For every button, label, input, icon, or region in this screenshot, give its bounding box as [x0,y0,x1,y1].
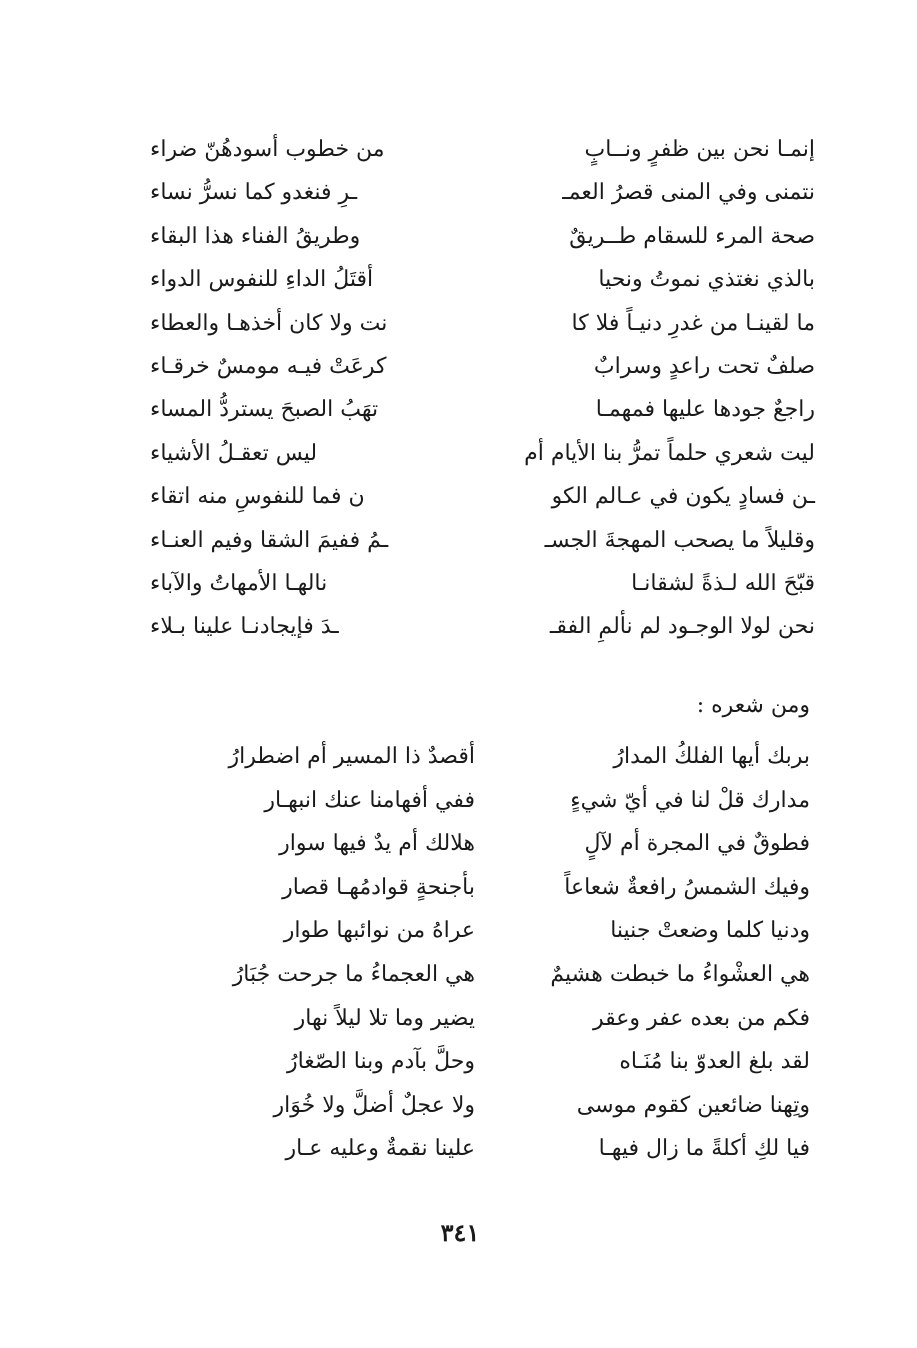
second-hemistich: علينا نقمةٌ وعليه عـار [285,1136,475,1162]
verse-line [175,1040,810,1084]
poem-2 [175,735,810,1171]
verse-line [175,909,810,953]
verse-line [150,562,815,605]
poem-1 [150,128,815,649]
second-hemistich: من خطوب أسودهُنّ ضراء [150,137,385,162]
second-hemistich: يضير وما تلا ليلاً نهار [294,1005,475,1031]
verse-line [150,302,815,345]
first-hemistich: فيا لكِ أكلةً ما زال فيهـا [598,1136,810,1162]
first-hemistich: نتمنى وفي المنى قصرُ العمـ [562,180,815,206]
verse-line [175,735,810,779]
first-hemistich: ودنيا كلما وضعتْ جنينا [610,918,810,944]
verse-line [175,1127,810,1171]
first-hemistich: راجعٌ جودها عليها فمهمـا [595,397,815,423]
first-hemistich: وقليلاً ما يصحب المهجةَ الجسـ [544,527,815,553]
first-hemistich: بالذي نغتذي نموتُ ونحيا [598,267,815,293]
verse-line [150,215,815,258]
verse-line [150,519,815,562]
second-hemistich: ـرِ فنغدو كما نسرُّ نساء [150,180,358,206]
second-hemistich: بأجنحةٍ قوادمُهـا قصار [282,874,475,900]
first-hemistich: فطوقٌ في المجرة أم لآلٍ [584,831,810,857]
second-hemistich: ن فما للنفوسِ منه اتقاء [150,484,365,510]
verse-line [175,997,810,1041]
first-hemistich: نحن لولا الوجـود لم نألمِ الفقـ [549,614,815,640]
verse-line [175,779,810,823]
first-hemistich: صحة المرء للسقام طــريقٌ [569,223,815,249]
first-hemistich: وتِهنا ضائعين كقوم موسى [576,1092,810,1118]
page-number: ٣٤١ [440,1218,480,1247]
second-hemistich: أقتَلُ الداءِ للنفوس الدواء [150,267,374,293]
second-hemistich: هلالك أم يدٌ فيها سوار [279,831,475,857]
second-hemistich: عراهُ من نوائبها طوار [283,918,475,944]
verse-line [175,866,810,910]
second-hemistich: ليس تعقـلُ الأشياء [150,440,318,466]
second-hemistich: ـدَ فإيجادنـا علينا بـلاء [150,614,339,640]
section-intro: ومن شعره : [696,693,810,718]
verse-line [175,953,810,997]
verse-line [175,1084,810,1128]
first-hemistich: هي العشْواءُ ما خبطت هشيمٌ [550,961,810,987]
first-hemistich: بربك أيها الفلكُ المدارُ [613,744,810,769]
first-hemistich: مدارك قلْ لنا في أيّ شيءٍ [570,787,810,813]
second-hemistich: ـمُ ففيمَ الشقا وفيم العنـاء [150,527,389,553]
second-hemistich: نالهـا الأمهاتُ والآباء [150,570,328,596]
first-hemistich: وفيك الشمسُ رافعةٌ شعاعاً [564,874,810,900]
second-hemistich: ففي أفهامنا عنك انبهـار [264,787,475,813]
verse-line [150,171,815,214]
verse-line [150,475,815,518]
verse-line [150,388,815,431]
first-hemistich: إنمـا نحن بين ظفرٍ ونــابٍ [584,137,815,162]
verse-line [150,345,815,388]
verse-line [150,128,815,171]
verse-line [175,822,810,866]
second-hemistich: تهَبُ الصبحَ يستردُّ المساء [150,397,379,423]
first-hemistich: فكم من بعده عفر وعقر [592,1005,810,1031]
verse-line [150,605,815,648]
second-hemistich: أقصدٌ ذا المسير أم اضطرارُ [228,744,475,769]
second-hemistich: نت ولا كان أخذهـا والعطاء [150,310,388,336]
second-hemistich: وطريقُ الفناء هذا البقاء [150,223,361,249]
first-hemistich: صلفٌ تحت راعدٍ وسرابٌ [593,353,815,379]
first-hemistich: ما لقينـا من غدرِ دنيـاً فلا كا [571,310,815,336]
first-hemistich: لقد بلغ العدوّ بنا مُنَـاه [619,1049,810,1075]
second-hemistich: وحلَّ بآدم وبنا الصّغارُ [286,1049,475,1075]
first-hemistich: ـن فسادٍ يكون في عـالم الكو [551,484,815,510]
second-hemistich: هي العجماءُ ما جرحت جُبَارُ [232,961,475,987]
verse-line [150,258,815,301]
second-hemistich: ولا عجلٌ أضلَّ ولا خُوَار [273,1092,475,1118]
first-hemistich: قبّحَ الله لـذةً لشقانـا [631,570,815,596]
second-hemistich: كرعَتْ فيـه مومسٌ خرقـاء [150,353,387,379]
verse-line [150,432,815,475]
first-hemistich: ليت شعري حلماً تمرُّ بنا الأيام أم [524,440,815,466]
